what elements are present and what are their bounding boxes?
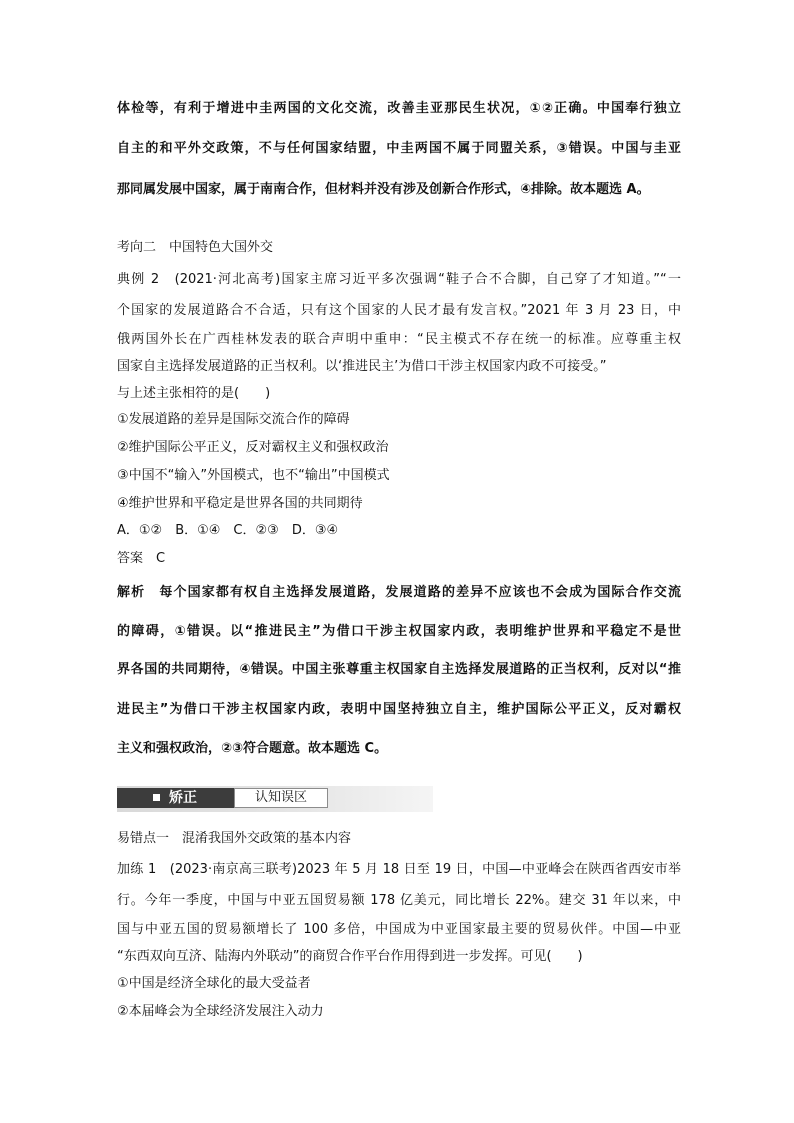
example-line: 国家自主选择发展道路的正当权利。以‘推进民主’为借口干涉主权国家内政不可接受。” [117,359,607,374]
paragraph-line: 体检等，有利于增进中圭两国的文化交流，改善圭亚那民生状况，①②正确。中国奉行独立 [117,101,681,116]
answer-choices: A．①② B．①④ C．②③ D．③④ [117,523,339,538]
example-line: 俄两国外长在广西桂林发表的联合声明中重申：“民主模式不存在统一的标准。应尊重主权 [117,332,681,347]
analysis-line: 主义和强权政治，②③符合题意。故本题选 C。 [117,741,388,756]
example-line: 与上述主张相符的是( ) [117,386,271,401]
option-item: ②维护国际公平正义，反对霸权主义和强权政治 [117,440,389,455]
exercise-line: 国与中亚五国的贸易额增长了 100 多倍，中国成为中亚国家最主要的贸易伙伴。中国—中亚 [117,922,681,937]
section-heading: 考向二 中国特色大国外交 [117,240,274,255]
option-item: ④维护世界和平稳定是世界各国的共同期待 [117,496,363,511]
option-item: ①发展道路的差异是国际交流合作的障碍 [117,412,350,427]
option-item: ①中国是经济全球化的最大受益者 [117,976,311,991]
square-bullet-icon [153,794,160,801]
option-item: ②本届峰会为全球经济发展注入动力 [117,1004,324,1019]
paragraph-line: 那同属发展中国家，属于南南合作，但材料并没有涉及创新合作形式，④排除。故本题选 A。 [117,182,650,197]
analysis-line: 解析 每个国家都有权自主选择发展道路，发展道路的差异不应该也不会成为国际合作交流 [117,585,681,600]
paragraph-line: 自主的和平外交政策，不与任何国家结盟，中圭两国不属于同盟关系，③错误。中国与圭亚 [117,141,681,156]
exercise-line: 加练 1 (2023·南京高三联考)2023 年 5 月 18 日至 19 日，中国—中亚峰会在陕西省西安市举 [117,862,681,877]
banner-tab: 认知误区 [234,788,328,808]
exercise-line: 行。今年一季度，中国与中亚五国贸易额 178 亿美元，同比增长 22%。建交 31 年以来，中 [117,893,681,908]
exercise-line: “东西双向互济、陆海内外联动”的商贸合作平台作用得到进一步发挥。可见( ) [117,949,583,964]
analysis-line: 界各国的共同期待，④错误。中国主张尊重主权国家自主选择发展道路的正当权利，反对以“推 [117,662,681,677]
analysis-line: 进民主”为借口干涉主权国家内政，表明中国坚持独立自主，维护国际公平正义，反对霸权 [117,702,681,717]
option-item: ③中国不“输入”外国模式，也不“输出”中国模式 [117,468,390,483]
example-line: 个国家的发展道路合不合适，只有这个国家的人民才最有发言权。”2021 年 3 月 23 日，中 [117,303,681,318]
section-heading: 易错点一 混淆我国外交政策的基本内容 [117,831,352,846]
analysis-line: 的障碍，①错误。以“推进民主”为借口干涉主权国家内政，表明维护世界和平稳定不是世 [117,624,681,639]
section-banner [117,786,433,812]
banner-title: 矫正 [169,790,197,806]
answer: 答案 C [117,551,166,566]
example-line: 典例 2 (2021·河北高考)国家主席习近平多次强调“鞋子合不合脚，自己穿了才知道。”“一 [117,272,681,287]
